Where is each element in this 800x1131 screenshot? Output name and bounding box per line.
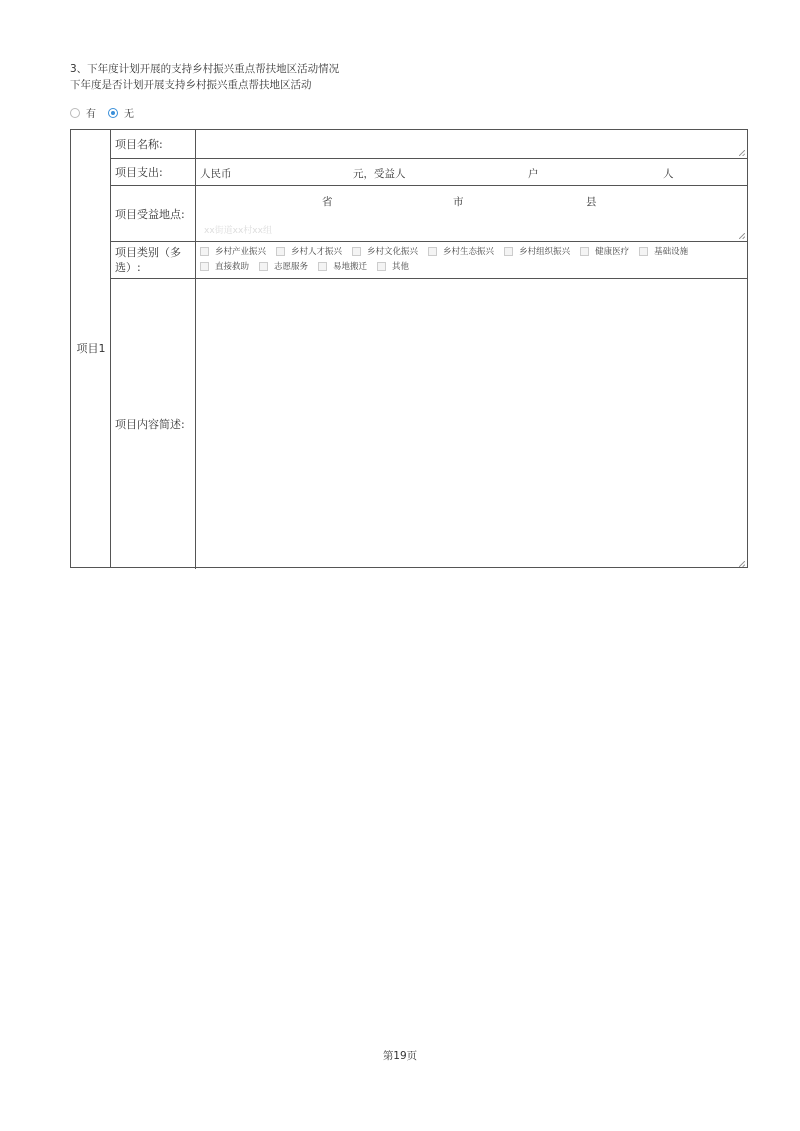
project-table xyxy=(70,129,748,568)
description-field[interactable] xyxy=(196,279,747,569)
checkbox-box[interactable] xyxy=(377,262,386,271)
question-text: 下年度是否计划开展支持乡村振兴重点帮扶地区活动 xyxy=(70,79,312,91)
category-checkbox[interactable] xyxy=(200,260,249,272)
category-label: 项目类别（多选）: xyxy=(111,242,196,278)
row-project-name xyxy=(111,130,747,159)
people-text: 人 xyxy=(663,168,674,180)
resize-grip-icon[interactable] xyxy=(739,561,745,567)
expense-field[interactable] xyxy=(196,159,747,185)
project-cell xyxy=(71,130,111,567)
checkbox-box[interactable] xyxy=(200,247,209,256)
category-label-text: 志愿服务 xyxy=(274,262,309,272)
name-label: 项目名称: xyxy=(111,130,196,158)
category-label-text: 其他 xyxy=(392,262,410,272)
checkbox-box[interactable] xyxy=(504,247,513,256)
category-row-2 xyxy=(200,260,419,272)
checkbox-box[interactable] xyxy=(580,247,589,256)
category-checkbox[interactable] xyxy=(428,245,494,257)
category-checkbox[interactable] xyxy=(504,245,570,257)
category-field xyxy=(196,242,747,278)
row-category xyxy=(111,242,747,279)
radio-no-circle[interactable] xyxy=(108,108,118,118)
category-label-text: 基础设施 xyxy=(654,247,689,257)
checkbox-box[interactable] xyxy=(318,262,327,271)
address-placeholder: xx街道xx村xx组 xyxy=(204,226,272,236)
description-label: 项目内容简述: xyxy=(111,279,196,569)
category-label-text: 乡村文化振兴 xyxy=(367,247,419,257)
category-label-text: 直接救助 xyxy=(215,262,250,272)
province-text: 省 xyxy=(322,196,333,208)
category-row-1 xyxy=(200,245,698,257)
checkbox-box[interactable] xyxy=(200,262,209,271)
row-location xyxy=(111,186,747,242)
category-label-text: 乡村生态振兴 xyxy=(443,247,495,257)
city-text: 市 xyxy=(453,196,464,208)
category-label-text: 健康医疗 xyxy=(595,247,630,257)
radio-yes-label: 有 xyxy=(86,109,96,120)
checkbox-box[interactable] xyxy=(639,247,648,256)
resize-grip-icon[interactable] xyxy=(739,233,745,239)
radio-no[interactable] xyxy=(108,105,134,120)
category-checkbox[interactable] xyxy=(200,245,266,257)
category-checkbox[interactable] xyxy=(639,245,688,257)
location-label: 项目受益地点: xyxy=(111,186,196,241)
section-title: 3、下年度计划开展的支持乡村振兴重点帮扶地区活动情况 xyxy=(70,63,340,75)
yuan-beneficiary-text: 元，受益人 xyxy=(353,168,406,180)
location-field[interactable] xyxy=(196,186,747,241)
currency-text: 人民币 xyxy=(200,168,232,180)
radio-no-label: 无 xyxy=(124,109,134,120)
category-label-text: 易地搬迁 xyxy=(333,262,368,272)
checkbox-box[interactable] xyxy=(428,247,437,256)
checkbox-box[interactable] xyxy=(259,262,268,271)
category-checkbox[interactable] xyxy=(377,260,409,272)
category-checkbox[interactable] xyxy=(580,245,629,257)
category-label-text: 乡村人才振兴 xyxy=(291,247,343,257)
project-label: 项目1 xyxy=(76,342,106,355)
checkbox-box[interactable] xyxy=(276,247,285,256)
radio-yes-circle[interactable] xyxy=(70,108,80,118)
page-number: 第19页 xyxy=(382,1050,418,1062)
row-description xyxy=(111,279,747,569)
county-text: 县 xyxy=(586,196,597,208)
expense-label: 项目支出: xyxy=(111,159,196,185)
plan-radio-group xyxy=(70,105,146,120)
category-checkbox[interactable] xyxy=(259,260,308,272)
category-label-text: 乡村组织振兴 xyxy=(519,247,571,257)
row-expense xyxy=(111,159,747,186)
category-checkbox[interactable] xyxy=(352,245,418,257)
category-checkbox[interactable] xyxy=(276,245,342,257)
project-name-field[interactable] xyxy=(196,130,747,158)
category-label-text: 乡村产业振兴 xyxy=(215,247,267,257)
households-text: 户 xyxy=(528,168,539,180)
radio-yes[interactable] xyxy=(70,105,96,120)
category-checkbox[interactable] xyxy=(318,260,367,272)
checkbox-box[interactable] xyxy=(352,247,361,256)
resize-grip-icon[interactable] xyxy=(739,150,745,156)
